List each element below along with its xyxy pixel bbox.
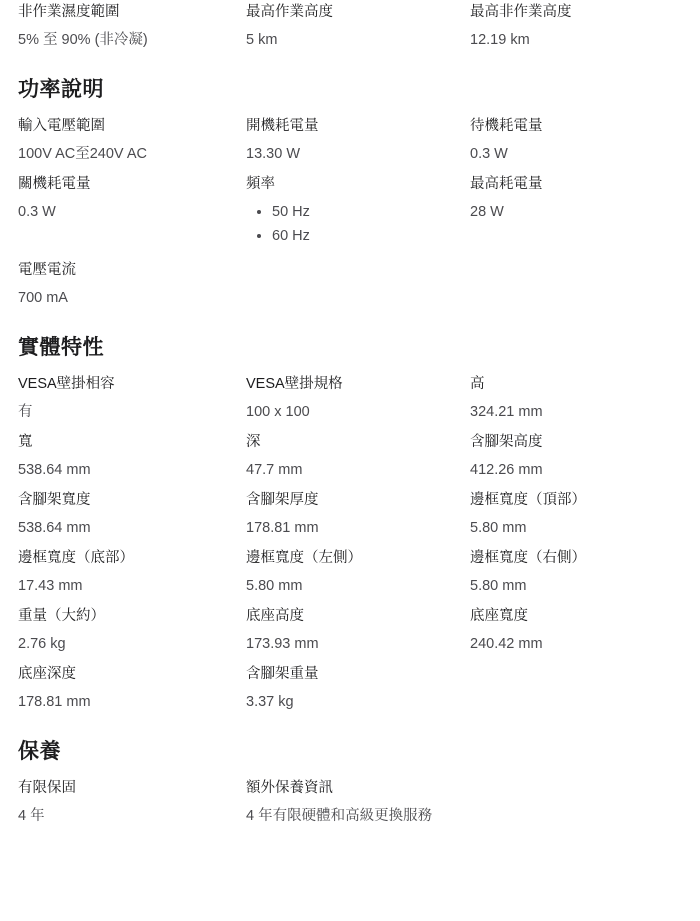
- spec-value: 有: [18, 404, 33, 420]
- spec-item: [470, 116, 684, 174]
- spec-label: 底座深度: [18, 666, 76, 682]
- spec-item: [18, 490, 246, 548]
- spec-item: [18, 174, 246, 260]
- spec-item: [246, 116, 470, 174]
- spec-section-physical: [18, 318, 684, 722]
- spec-item: [246, 490, 470, 548]
- spec-value: 100 x 100: [246, 404, 310, 420]
- spec-item: [18, 548, 246, 606]
- spec-item: [246, 0, 470, 60]
- spec-item: [470, 606, 684, 664]
- spec-value: 173.93 mm: [246, 636, 319, 652]
- spec-value: 2.76 kg: [18, 636, 66, 652]
- spec-label: VESA壁掛相容: [18, 376, 115, 392]
- spec-value: 47.7 mm: [246, 462, 303, 478]
- spec-item-empty: [246, 260, 470, 318]
- spec-item: [18, 432, 246, 490]
- spec-label: 輸入電壓範圍: [18, 118, 105, 134]
- spec-value: 538.64 mm: [18, 520, 91, 536]
- spec-item: [18, 0, 246, 60]
- spec-label: 開機耗電量: [246, 118, 319, 134]
- spec-value: 13.30 W: [246, 146, 300, 162]
- section-heading: 實體特性: [18, 336, 104, 359]
- spec-value: 100V AC至240V AC: [18, 146, 147, 162]
- spec-label: 邊框寬度（右側）: [470, 550, 586, 566]
- spec-item: [246, 606, 470, 664]
- spec-item: [246, 432, 470, 490]
- spec-item: [246, 664, 470, 722]
- spec-item: [18, 778, 246, 836]
- spec-label: 最高作業高度: [246, 4, 333, 20]
- spec-item: [246, 778, 470, 836]
- spec-value: 0.3 W: [470, 146, 508, 162]
- spec-value: 700 mA: [18, 290, 68, 306]
- spec-group-top: [18, 0, 684, 60]
- spec-value: 324.21 mm: [470, 404, 543, 420]
- spec-value: 538.64 mm: [18, 462, 91, 478]
- section-heading: 功率說明: [18, 78, 104, 101]
- spec-label: 含腳架重量: [246, 666, 319, 682]
- spec-label: 最高耗電量: [470, 176, 543, 192]
- spec-label: 關機耗電量: [18, 176, 91, 192]
- spec-value: 5.80 mm: [470, 578, 527, 594]
- spec-item-empty: [470, 664, 684, 722]
- spec-value: 3.37 kg: [246, 694, 294, 710]
- spec-item: [18, 116, 246, 174]
- spec-value: 5% 至 90% (非冷凝): [18, 32, 148, 48]
- spec-label: 含腳架高度: [470, 434, 543, 450]
- spec-label: 待機耗電量: [470, 118, 543, 134]
- spec-value: 17.43 mm: [18, 578, 83, 594]
- spec-item: [470, 374, 684, 432]
- spec-value: 5 km: [246, 32, 278, 48]
- spec-value: 12.19 km: [470, 32, 530, 48]
- spec-section-warranty: [18, 722, 684, 836]
- spec-section-power: [18, 60, 684, 318]
- spec-label: 含腳架厚度: [246, 492, 319, 508]
- spec-label: 邊框寬度（頂部）: [470, 492, 586, 508]
- spec-item-empty: [470, 778, 684, 836]
- spec-label: 電壓電流: [18, 262, 76, 278]
- spec-item: [470, 0, 684, 60]
- list-item: • 50 Hz: [272, 202, 456, 222]
- spec-item: [18, 606, 246, 664]
- spec-label: 頻率: [246, 176, 275, 192]
- spec-label: 重量（大約）: [18, 608, 105, 624]
- spec-item: [246, 548, 470, 606]
- spec-value: 28 W: [470, 204, 504, 220]
- section-heading: 保養: [18, 740, 61, 763]
- spec-label: 深: [246, 434, 261, 450]
- spec-value: 5.80 mm: [470, 520, 527, 536]
- list-item: • 60 Hz: [272, 226, 456, 246]
- spec-label: 底座高度: [246, 608, 304, 624]
- spec-label: 高: [470, 376, 485, 392]
- spec-label: 邊框寬度（底部）: [18, 550, 134, 566]
- spec-label: 含腳架寬度: [18, 492, 91, 508]
- spec-value: 178.81 mm: [246, 520, 319, 536]
- spec-label: 有限保固: [18, 780, 76, 796]
- spec-item: [470, 490, 684, 548]
- spec-item: [18, 260, 246, 318]
- spec-label: 最高非作業高度: [470, 4, 572, 20]
- spec-label: 非作業濕度範圍: [18, 4, 120, 20]
- spec-item: [470, 174, 684, 260]
- spec-label: 寬: [18, 434, 33, 450]
- spec-value: 4 年有限硬體和高級更換服務: [246, 808, 433, 824]
- spec-value: 4 年: [18, 808, 45, 824]
- spec-item-frequency: [246, 174, 470, 260]
- spec-item: [18, 664, 246, 722]
- spec-value-list: [246, 202, 470, 246]
- frequency-list: [246, 202, 456, 246]
- spec-label: 額外保養資訊: [246, 780, 333, 796]
- spec-label: 邊框寬度（左側）: [246, 550, 362, 566]
- spec-item: [470, 548, 684, 606]
- spec-value: 5.80 mm: [246, 578, 303, 594]
- spec-item-empty: [470, 260, 684, 318]
- spec-item: [470, 432, 684, 490]
- spec-value: 178.81 mm: [18, 694, 91, 710]
- spec-item: [246, 374, 470, 432]
- spec-label: 底座寬度: [470, 608, 528, 624]
- spec-value: 240.42 mm: [470, 636, 543, 652]
- spec-value: 412.26 mm: [470, 462, 543, 478]
- spec-label: VESA壁掛規格: [246, 376, 343, 392]
- spec-value: 0.3 W: [18, 204, 56, 220]
- spec-item: [18, 374, 246, 432]
